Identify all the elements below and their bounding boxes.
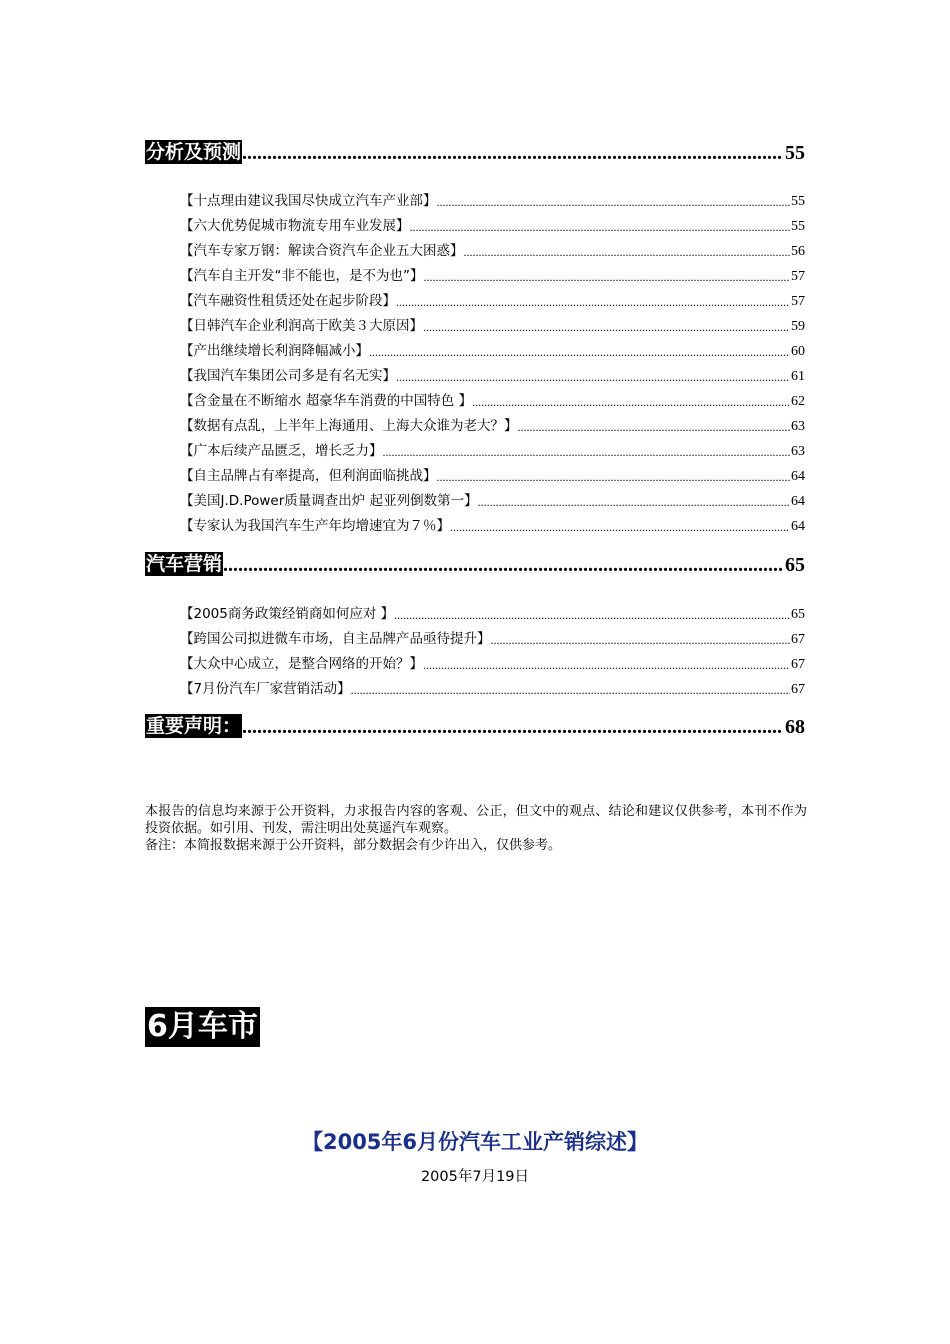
toc-leader-dots [437,468,791,486]
toc-item[interactable] [180,514,805,536]
toc-item-page: 55 [791,194,805,209]
toc-section-page: 65 [785,554,805,576]
toc-item-title: 【日韩汽车企业利润高于欧美３大原因】 [180,318,423,334]
toc-leader-dots [223,554,783,576]
toc-item-title: 【2005商务政策经销商如何应对 】 [180,606,395,622]
toc-leader-dots [383,443,791,461]
toc-leader-dots [396,293,790,311]
toc-item[interactable] [180,489,805,511]
toc-item-page: 67 [791,657,805,672]
chapter-heading: 6月车市 [145,1007,260,1047]
toc-item-page: 64 [791,494,805,509]
toc-item-page: 62 [791,394,805,409]
toc-leader-dots [242,716,783,738]
toc-leader-dots [518,418,791,436]
toc-item-page: 57 [791,294,805,309]
toc-item-title: 【专家认为我国汽车生产年均增速宜为７％】 [180,518,450,534]
toc-item-page: 63 [791,419,805,434]
toc-leader-dots [394,606,790,624]
toc-leader-dots [396,368,790,386]
toc-leader-dots [464,243,791,261]
toc-section-analysis[interactable] [145,138,805,164]
toc-section-title: 重要声明： [146,715,242,737]
toc-item-page: 67 [791,632,805,647]
toc-leader-dots [450,518,790,536]
toc-leader-dots [472,393,790,411]
toc-section-marketing[interactable] [145,550,805,576]
toc-item-title: 【跨国公司拟进微车市场，自主品牌产品亟待提升】 [180,631,491,647]
toc-section-page: 55 [785,142,805,164]
toc-leader-dots [410,218,791,236]
article-date: 2005年7月19日 [420,1169,530,1185]
toc-item[interactable] [180,189,805,211]
toc-item-page: 59 [791,319,805,334]
toc-section-page: 68 [785,716,805,738]
toc-section-title: 分析及预测 [146,141,242,163]
toc-item-title: 【十点理由建议我国尽快成立汽车产业部】 [180,193,437,209]
toc-item-title: 【产出继续增长利润降幅减小】 [180,343,369,359]
toc-item-title: 【大众中心成立，是整合网络的开始？】 [180,656,423,672]
disclaimer-block [145,803,807,854]
toc-item[interactable] [180,439,805,461]
toc-item[interactable] [180,389,805,411]
toc-item-page: 56 [791,244,805,259]
toc-item[interactable] [180,339,805,361]
toc-item[interactable] [180,214,805,236]
toc-item-title: 【我国汽车集团公司多是有名无实】 [180,368,396,384]
toc-item-title: 【7月份汽车厂家营销活动】 [180,681,351,697]
toc-item-title: 【汽车专家万钢：解读合资汽车企业五大困惑】 [180,243,464,259]
toc-item-page: 67 [791,682,805,697]
toc-item-page: 55 [791,219,805,234]
toc-item-title: 【数据有点乱，上半年上海通用、上海大众谁为老大？】 [180,418,518,434]
toc-leader-dots [424,268,791,286]
toc-item-page: 61 [791,369,805,384]
toc-item-page: 64 [791,519,805,534]
toc-item[interactable] [180,314,805,336]
toc-item-title: 【自主品牌占有率提高，但利润面临挑战】 [180,468,437,484]
toc-leader-dots [423,656,790,674]
toc-item-page: 63 [791,444,805,459]
toc-item[interactable] [180,289,805,311]
toc-item[interactable] [180,602,805,624]
toc-leader-dots [491,631,791,649]
toc-leader-dots [423,318,790,336]
toc-item[interactable] [180,414,805,436]
toc-leader-dots [478,493,790,511]
toc-leader-dots [242,142,783,164]
toc-item-title: 【六大优势促城市物流专用车业发展】 [180,218,410,234]
toc-leader-dots [351,681,790,699]
disclaimer-note: 备注：本简报数据来源于公开资料，部分数据会有少许出入，仅供参考。 [145,838,562,853]
disclaimer-paragraph: 本报告的信息均来源于公开资料，力求报告内容的客观、公正，但文中的观点、结论和建议仅供参考，本刊不作为投资依据。如引用、刊发，需注明出处莫遥汽车观察。 [145,804,807,836]
toc-leader-dots [437,193,791,211]
toc-section-title: 汽车营销 [146,553,223,575]
toc-item-title: 【汽车融资性租赁还处在起步阶段】 [180,293,396,309]
toc-item-title: 【广本后续产品匮乏，增长乏力】 [180,443,383,459]
toc-item[interactable] [180,239,805,261]
toc-item[interactable] [180,464,805,486]
toc-item-page: 60 [791,344,805,359]
toc-item[interactable] [180,652,805,674]
toc-item-title: 【汽车自主开发“非不能也，是不为也”】 [180,268,424,284]
toc-item-title: 【美国J.D.Power质量调查出炉 起亚列倒数第一】 [180,493,478,509]
toc-item-page: 64 [791,469,805,484]
toc-item[interactable] [180,677,805,699]
toc-item-title: 【含金量在不断缩水 超豪华车消费的中国特色 】 [180,393,473,409]
toc-item-page: 57 [791,269,805,284]
toc-item[interactable] [180,364,805,386]
toc-item-page: 65 [791,607,805,622]
toc-item[interactable] [180,264,805,286]
article-title: 【2005年6月份汽车工业产销综述】 [301,1130,649,1154]
toc-item[interactable] [180,627,805,649]
toc-leader-dots [369,343,790,361]
toc-section-disclaimer[interactable] [145,712,805,738]
